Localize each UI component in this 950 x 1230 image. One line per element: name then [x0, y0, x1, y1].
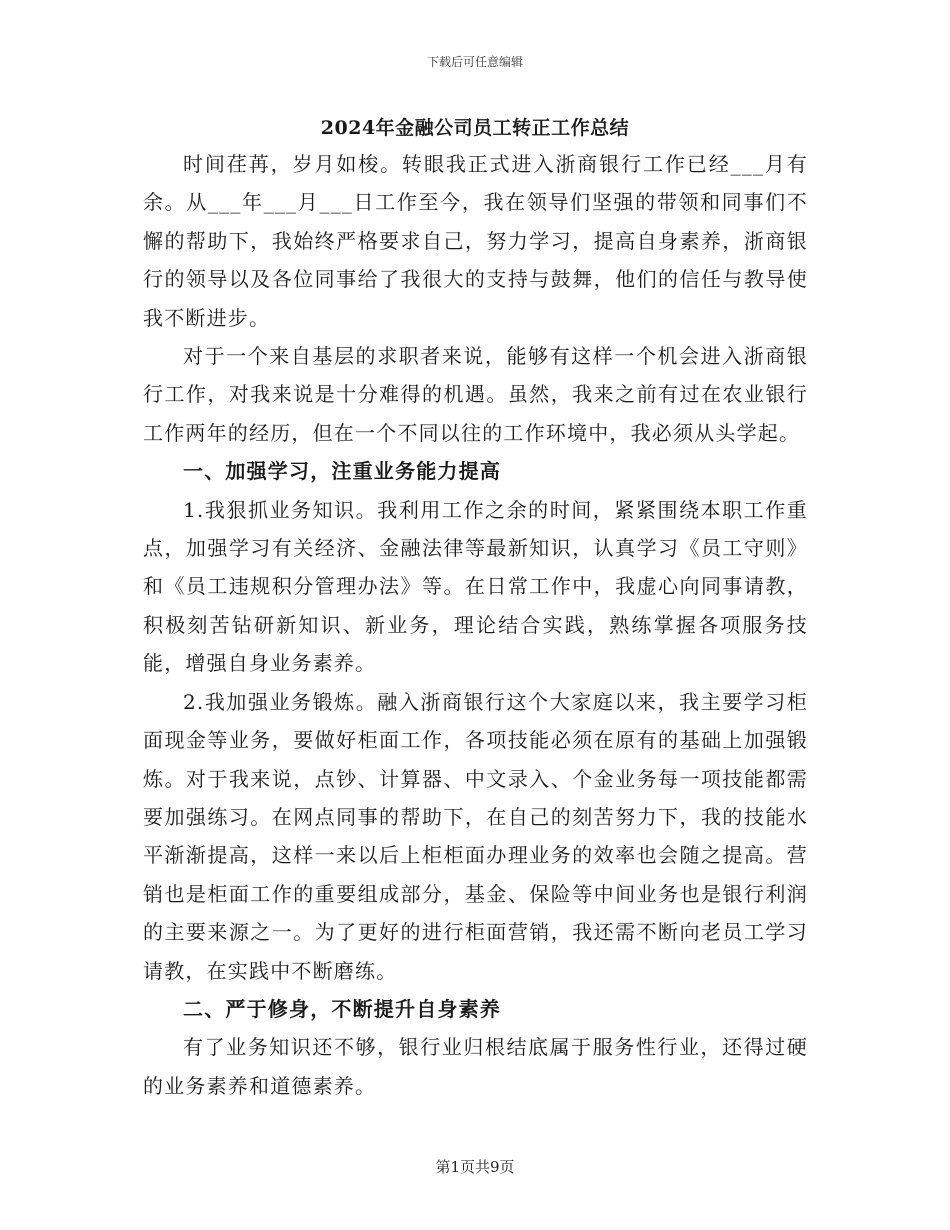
intro-paragraph-2: 对于一个来自基层的求职者来说，能够有这样一个机会进入浙商银行工作，对我来说是十分难得的机遇。虽然，我来之前有过在农业银行工作两年的经历，但在一个不同以往的工作环境中，我必须从头学起。 [143, 344, 808, 445]
section-1-item-1: 1.我狠抓业务知识。我利用工作之余的时间，紧紧围绕本职工作重点，加强学习有关经济、金融法律等最新知识，认真学习《员工守则》和《员工违规积分管理办法》等。在日常工作中，我虚心向同事请教，积极刻苦钻研新知识、新业务，理论结合实践，熟练掌握各项服务技能，增强自身业务素养。 [143, 497, 808, 676]
intro-paragraph-1: 时间荏苒，岁月如梭。转眼我正式进入浙商银行工作已经___月有余。从___年___月___日工作至今，我在领导们坚强的带领和同事们不懈的帮助下，我始终严格要求自己，努力学习，提高自身素养，浙商银行的领导以及各位同事给了我很大的支持与鼓舞，他们的信任与教导使我不断进步。 [143, 152, 808, 330]
section-2-heading: 二、严于修身，不断提升自身素养 [183, 996, 501, 1021]
page-number: 第1页共9页 [435, 1158, 515, 1176]
document-title: 2024年金融公司员工转正工作总结 [320, 117, 630, 139]
section-1-item-2: 2.我加强业务锻炼。融入浙商银行这个大家庭以来，我主要学习柜面现金等业务，要做好柜面工作，各项技能必须在原有的基础上加强锻炼。对于我来说，点钞、计算器、中文录入、个金业务每一项技能都需要加强练习。在网点同事的帮助下，在自己的刻苦努力下，我的技能水平渐渐提高，这样一来以后上柜柜面办理业务的效率也会随之提高。营销也是柜面工作的重要组成部分，基金、保险等中间业务也是银行利润的主要来源之一。为了更好的进行柜面营销，我还需不断向老员工学习请教，在实践中不断磨练。 [143, 689, 808, 983]
header-note: 下载后可任意编辑 [426, 55, 523, 69]
section-2-item-1: 有了业务知识还不够，银行业归根结底属于服务性行业，还得过硬的业务素养和道德素养。 [143, 1035, 808, 1098]
section-1-heading: 一、加强学习，注重业务能力提高 [183, 459, 501, 484]
document-body [143, 145, 808, 1105]
